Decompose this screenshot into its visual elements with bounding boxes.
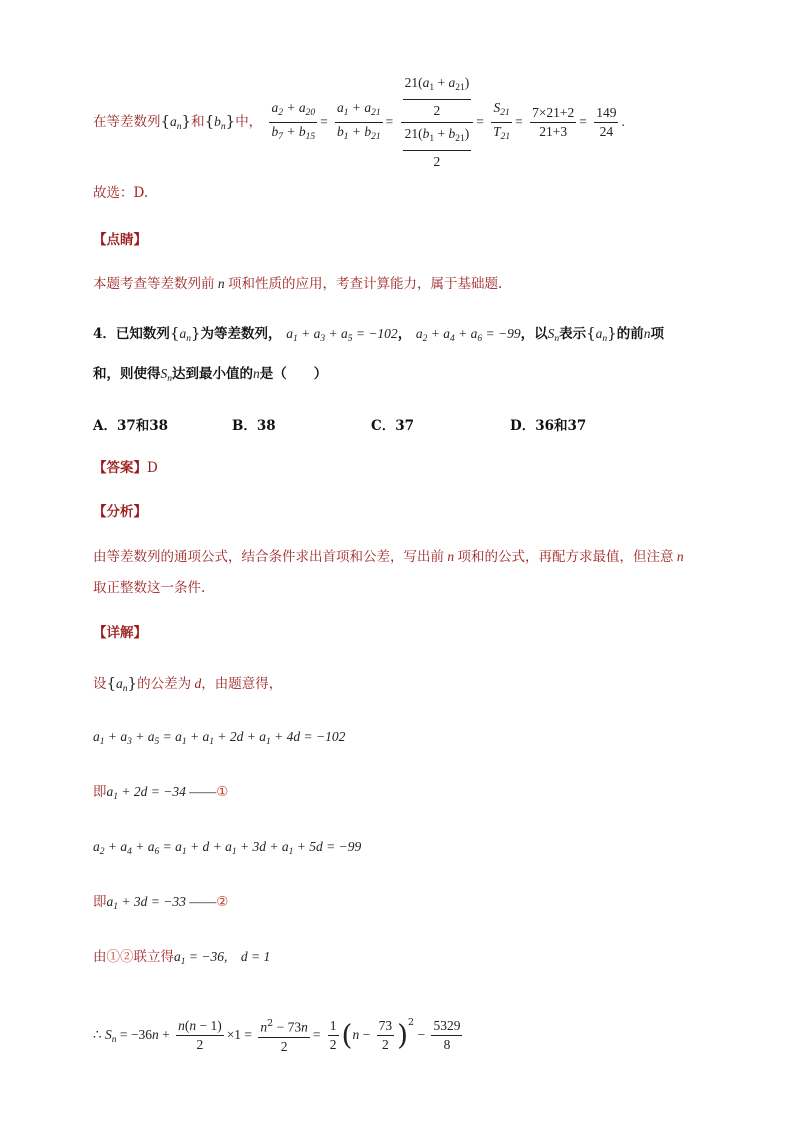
eq-solve: 由①②联立得$a_1 = -36$, d = 1 <box>93 949 271 967</box>
option-c[interactable]: C．37 <box>371 418 415 434</box>
frac-n-n-1: $\frac{n(n - 1)}{2}$ <box>178 1018 222 1052</box>
intro-zhong: 中， <box>235 114 263 130</box>
frac-73-2: $\frac{73}{2}$ <box>378 1018 393 1052</box>
dianjing-text: 本题考查等差数列前 n 项和性质的应用，考查计算能力，属于基础题. <box>93 276 503 292</box>
q4-line1: 4．已知数列$\{a_n\}$为等差数列， $a_1 + a_3 + a_5 = -102$， $a_2 + a_4 + a_6 = -99$，以$S_n$表示$\{a_n\}$的前n项 <box>93 324 664 344</box>
choose-line: 故选：D. <box>93 185 149 201</box>
frac-compound: $\frac{\frac{21(a_1 + a_{21})}{2}}{\frac{21(b_1 + b_{21})}{2}}$ <box>401 72 474 173</box>
analysis-line1: 由等差数列的通项公式，结合条件求出首项和公差，写出前 n 项和的公式，再配方求最值，但注意 n <box>93 549 684 565</box>
frac-a1-a21: $\frac{a_1 + a_{21}}{b_1 + b_{21}}$ <box>337 100 381 142</box>
detail-header: 【详解】 <box>93 625 147 641</box>
frac-149-24: $\frac{149}{24}$ <box>596 105 617 139</box>
analysis-header: 【分析】 <box>93 504 147 520</box>
eq-sum-odd: $a_1 + a_3 + a_5 = a_1 + a_1 + 2d + a_1 + 4d = -102$ <box>93 729 346 747</box>
eq-first-result: 即$a_1 + 2d = -34$ ——① <box>93 784 229 802</box>
frac-5329-8: $\frac{5329}{8}$ <box>433 1018 461 1052</box>
eq-sum-even: $a_2 + a_4 + a_6 = a_1 + d + a_1 + 3d + a_1 + 5d = -99$ <box>93 839 362 857</box>
option-b[interactable]: B．38 <box>232 418 276 434</box>
frac-s21-t21: $\frac{S_{21}}{T_{21}}$ <box>493 100 511 142</box>
q4-line2: 和，则使得$S_n$达到最小值的n是（ ） <box>93 366 328 384</box>
dianjing-header: 【点睛】 <box>93 232 147 248</box>
intro-and: 和 <box>191 114 205 130</box>
answer-line: 【答案】D <box>93 460 158 476</box>
intro-prefix: 在等差数列 <box>93 114 161 130</box>
option-d[interactable]: D．36和37 <box>510 418 587 434</box>
intro-equation-line: 在等差数列$\{a_n\}$和$\{b_n\}$中， $\frac{a_2 + a_{20}}{b_7 + b_{15}}$ = $\frac{a_1 + a_{21}}{b_1 + b_{21}}$ = $\frac{\frac{21(a_1 + a_{21})}{2}}{\frac{21(b_1 + b_{21})}{2}}$ = $\frac{S_{21}}{T_{21}}$ = $\frac{7\times 21+2}{21+3}$ = $\frac{149}{24}$ . <box>93 72 625 162</box>
eq-second-result: 即$a_1 + 3d = -33$ ——② <box>93 894 229 912</box>
analysis-line2: 取正整数这一条件. <box>93 580 206 596</box>
detail-set-line: 设$\{a_n\}$的公差为 d，由题意得， <box>93 674 283 694</box>
frac-a2-a20: $\frac{a_2 + a_{20}}{b_7 + b_{15}}$ <box>271 100 316 142</box>
option-a[interactable]: A．37和38 <box>93 418 169 434</box>
eq-sn: ∴ $S_n = -36n$ + $\frac{n(n - 1)}{2}$ ×1 = $\frac{n^2 - 73n}{2}$ = $\frac{1}{2}$ (n − $\frac{73}{2}$ )$^2$ − $\frac{5329}{8}$ <box>93 1017 461 1054</box>
frac-7x21: $\frac{7\times 21+2}{21+3}$ <box>532 105 575 139</box>
frac-n2-73n: $\frac{n^2 - 73n}{2}$ <box>258 1015 309 1056</box>
frac-half: $\frac{1}{2}$ <box>329 1018 337 1052</box>
